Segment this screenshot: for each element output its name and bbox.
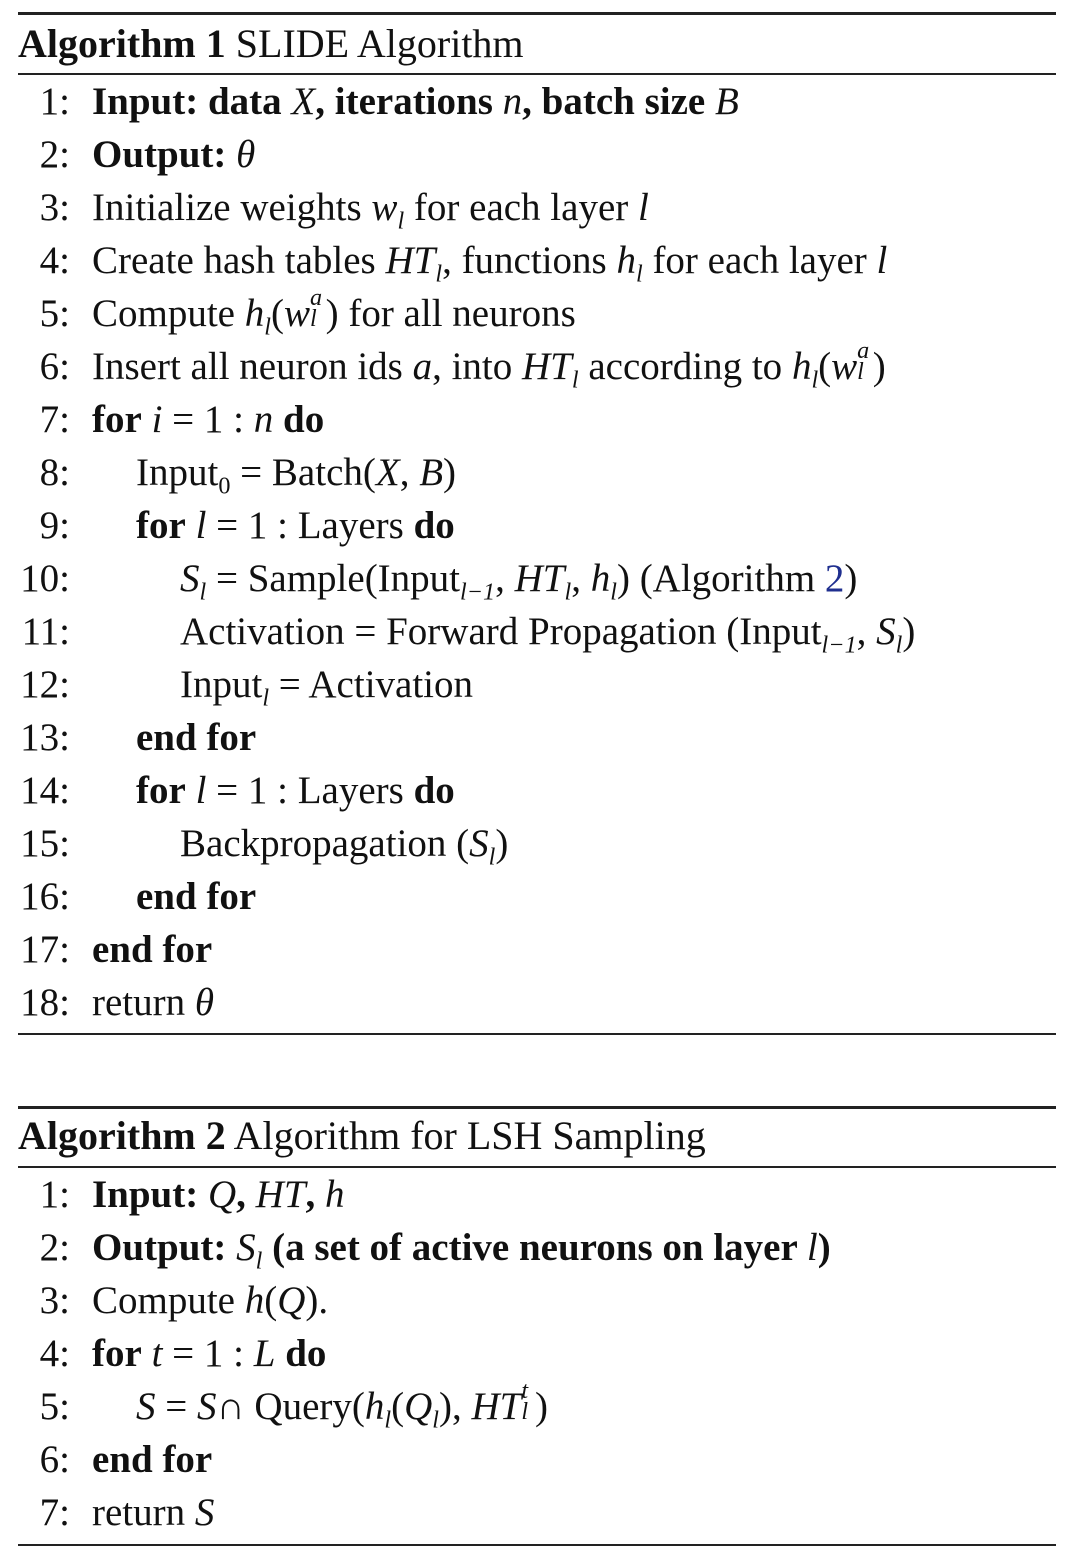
- math-var: l: [806, 1226, 818, 1269]
- algo1-line-15: [18, 817, 508, 870]
- math-var: h: [325, 1173, 345, 1216]
- math-var: a: [412, 345, 433, 388]
- algorithm-2-label: Algorithm 2: [18, 1113, 226, 1158]
- subscript: l: [397, 207, 405, 235]
- math-var: h: [244, 1279, 265, 1322]
- text: =: [155, 1385, 197, 1428]
- superscript: t: [521, 1376, 529, 1404]
- text: for each layer: [413, 186, 629, 229]
- text: (a set of active neurons on layer: [262, 1226, 807, 1269]
- algo2-line-2: [18, 1221, 831, 1274]
- subscript: l: [811, 366, 819, 394]
- text: iterations: [334, 80, 493, 123]
- paren: (: [264, 1279, 278, 1322]
- subscript: l: [435, 260, 443, 288]
- line-number: 17:: [20, 928, 70, 971]
- paren: (: [391, 1385, 405, 1428]
- line-number: 7:: [39, 1491, 70, 1534]
- paren: ): [325, 292, 339, 335]
- math-var: X: [375, 451, 400, 494]
- text: = Sample(Input: [206, 557, 461, 600]
- subscript: l: [564, 578, 572, 606]
- math-var: n: [502, 80, 523, 123]
- math-var: h: [616, 239, 636, 282]
- math-var: HT: [385, 239, 436, 282]
- keyword-input: Input:: [92, 1173, 199, 1216]
- separator: ,: [522, 80, 542, 123]
- text: (Algorithm: [629, 557, 825, 600]
- subscript: 0: [218, 472, 231, 500]
- keyword-do: do: [283, 398, 325, 441]
- line-number: 5:: [39, 292, 70, 335]
- subscript: l: [384, 1406, 392, 1434]
- text: batch size: [541, 80, 706, 123]
- algo1-line-12: [18, 658, 473, 711]
- math-var: S: [136, 1385, 156, 1428]
- text: for each layer: [652, 239, 867, 282]
- math-var: Q: [207, 1173, 237, 1216]
- algo1-line-9: [18, 499, 455, 552]
- keyword-do: do: [413, 769, 455, 812]
- algo1-line-8: [18, 446, 456, 499]
- subscript: l: [309, 305, 317, 333]
- line-number: 8:: [39, 451, 70, 494]
- algo1-line-16: [18, 870, 256, 923]
- math-var: S: [236, 1226, 256, 1269]
- subscript: l−1: [460, 578, 496, 606]
- subscript: l: [262, 684, 270, 712]
- text: = Batch(: [230, 451, 376, 494]
- algo1-line-5: [18, 283, 576, 341]
- algo1-line-14: [18, 764, 455, 817]
- algo1-line-3: [18, 181, 649, 234]
- paren: ): [495, 822, 509, 865]
- math-var: HT: [255, 1173, 306, 1216]
- text: Compute: [92, 1279, 235, 1322]
- text: Initialize weights: [92, 186, 362, 229]
- line-number: 1:: [39, 1173, 70, 1216]
- keyword-input: Input:: [92, 80, 199, 123]
- math-var: h: [244, 292, 265, 335]
- text: Create hash tables: [92, 239, 376, 282]
- subscript: l: [635, 260, 643, 288]
- subscript: l: [857, 358, 864, 386]
- paren: ): [443, 451, 457, 494]
- math-var: h: [590, 557, 611, 600]
- subscript: l: [432, 1406, 439, 1434]
- math-var: θ: [236, 133, 256, 176]
- paren: (: [270, 292, 284, 335]
- line-number: 3:: [39, 1279, 70, 1322]
- paren: ): [902, 610, 916, 653]
- math-var: i: [151, 398, 163, 441]
- text: , functions: [442, 239, 607, 282]
- keyword-end-for: end for: [136, 875, 257, 918]
- subscript: l: [571, 366, 579, 394]
- math-var: w: [831, 345, 858, 388]
- math-var: S: [194, 1491, 215, 1534]
- keyword-end-for: end for: [92, 928, 213, 971]
- math-var: HT: [514, 557, 565, 600]
- algorithm-1-label: Algorithm 1: [18, 21, 226, 66]
- algorithm-2-link[interactable]: 2: [824, 557, 845, 600]
- math-var: l: [195, 769, 207, 812]
- algo2-line-7: [18, 1486, 214, 1539]
- math-var: HT: [522, 345, 572, 388]
- math-var: l: [638, 186, 649, 229]
- line-number: 14:: [20, 769, 70, 812]
- line-number: 11:: [21, 610, 70, 653]
- algorithm-1-name: SLIDE Algorithm: [235, 21, 524, 66]
- math-var: Q: [277, 1279, 306, 1322]
- keyword-end-for: end for: [92, 1438, 213, 1481]
- math-range: = 1 : Layers: [206, 504, 414, 547]
- keyword-for: for: [136, 504, 186, 547]
- separator: ,: [305, 1173, 326, 1216]
- line-number: 1:: [39, 80, 70, 123]
- text: Input: [136, 451, 219, 494]
- line-number: 6:: [39, 345, 70, 388]
- text: data: [207, 80, 282, 123]
- math-var: t: [151, 1332, 163, 1375]
- algo1-line-10: [18, 552, 857, 605]
- algo1-line-2: [18, 128, 255, 181]
- math-var: X: [291, 80, 316, 123]
- text: Activation = Forward Propagation (Input: [180, 610, 822, 653]
- text: , into: [432, 345, 513, 388]
- math-var: S: [876, 610, 896, 653]
- math-var: l: [195, 504, 207, 547]
- line-number: 6:: [39, 1438, 70, 1481]
- text: Backpropagation (: [180, 822, 470, 865]
- line-number: 10:: [20, 557, 70, 600]
- math-var: h: [364, 1385, 385, 1428]
- keyword-end-for: end for: [136, 716, 257, 759]
- keyword-do: do: [413, 504, 455, 547]
- text: return: [92, 981, 186, 1024]
- algorithm-2-name: Algorithm for LSH Sampling: [233, 1113, 706, 1158]
- line-number: 4:: [39, 239, 70, 282]
- paren: ): [844, 557, 858, 600]
- algo1-line-4: [18, 234, 887, 287]
- line-number: 16:: [20, 875, 70, 918]
- line-number: 18:: [20, 981, 70, 1024]
- separator: ,: [236, 1173, 256, 1216]
- line-number: 7:: [39, 398, 70, 441]
- separator: ,: [495, 557, 515, 600]
- line-number: 2:: [39, 1226, 70, 1269]
- line-number: 4:: [39, 1332, 70, 1375]
- subscript: l: [264, 313, 271, 341]
- subscript: l: [255, 1247, 263, 1275]
- algo2-line-3: [18, 1274, 328, 1327]
- bottom-rule: [18, 1033, 1056, 1035]
- top-rule: [18, 12, 1056, 15]
- math-range: = 1 : Layers: [206, 769, 414, 812]
- keyword-do: do: [285, 1332, 327, 1375]
- superscript: a: [309, 283, 323, 311]
- line-number: 5:: [39, 1385, 70, 1428]
- text: for all neurons: [348, 292, 576, 335]
- math-var: l: [876, 239, 888, 282]
- paren: ): [534, 1385, 548, 1428]
- math-var: B: [714, 80, 739, 123]
- math-var: w: [283, 292, 310, 335]
- subscript: l: [199, 578, 207, 606]
- separator: ,: [315, 80, 335, 123]
- math-range: = 1 :: [162, 398, 254, 441]
- subscript: l: [895, 631, 903, 659]
- math-var: S: [469, 822, 489, 865]
- separator: ,: [399, 451, 420, 494]
- text: Input: [180, 663, 263, 706]
- text: ∩ Query(: [216, 1385, 365, 1428]
- algo2-line-6: [18, 1433, 212, 1486]
- math-var: L: [253, 1332, 276, 1375]
- algo2-line-1: [18, 1168, 345, 1221]
- text: Insert all neuron ids: [92, 345, 403, 388]
- subscript: l: [488, 843, 496, 871]
- keyword-for: for: [92, 398, 142, 441]
- separator: ,: [856, 610, 877, 653]
- text: Compute: [92, 292, 235, 335]
- algo2-line-4: [18, 1327, 326, 1380]
- math-var: h: [791, 345, 812, 388]
- algo1-line-6: [18, 336, 886, 394]
- math-range: = 1 :: [162, 1332, 254, 1375]
- math-var: HT: [471, 1385, 522, 1428]
- algorithm-2-title: [18, 1108, 706, 1164]
- algo1-line-11: [18, 605, 915, 658]
- keyword-for: for: [92, 1332, 142, 1375]
- line-number: 12:: [20, 663, 70, 706]
- subscript: l: [521, 1398, 529, 1426]
- math-var: S: [180, 557, 200, 600]
- algorithm-1-title: [18, 16, 524, 72]
- math-var: S: [197, 1385, 217, 1428]
- paren: ): [817, 1226, 831, 1269]
- keyword-output: Output:: [92, 133, 227, 176]
- line-number: 3:: [39, 186, 70, 229]
- keyword-for: for: [136, 769, 186, 812]
- subscript: l−1: [821, 631, 857, 659]
- superscript: a: [857, 336, 870, 364]
- paren: ): [872, 345, 886, 388]
- line-number: 2:: [39, 133, 70, 176]
- line-number: 9:: [39, 504, 70, 547]
- math-var: w: [371, 186, 398, 229]
- algo1-line-1: [18, 75, 739, 128]
- keyword-output: Output:: [92, 1226, 227, 1269]
- math-var: θ: [194, 981, 215, 1024]
- algo1-line-18: [18, 976, 214, 1029]
- math-var: n: [253, 398, 274, 441]
- algo1-line-13: [18, 711, 256, 764]
- math-var: B: [419, 451, 444, 494]
- math-var: Q: [404, 1385, 433, 1428]
- text: return: [92, 1491, 186, 1534]
- subscript: l: [610, 578, 617, 606]
- paren: ),: [438, 1385, 472, 1428]
- paren: (: [818, 345, 832, 388]
- paren: ): [616, 557, 630, 600]
- algo2-line-5: [18, 1376, 548, 1434]
- paren: ).: [305, 1279, 329, 1322]
- text: = Activation: [269, 663, 474, 706]
- separator: ,: [571, 557, 591, 600]
- text: according to: [588, 345, 783, 388]
- bottom-rule: [18, 1544, 1056, 1546]
- algo1-line-17: [18, 923, 212, 976]
- line-number: 13:: [20, 716, 70, 759]
- line-number: 15:: [20, 822, 70, 865]
- algo1-line-7: [18, 393, 324, 446]
